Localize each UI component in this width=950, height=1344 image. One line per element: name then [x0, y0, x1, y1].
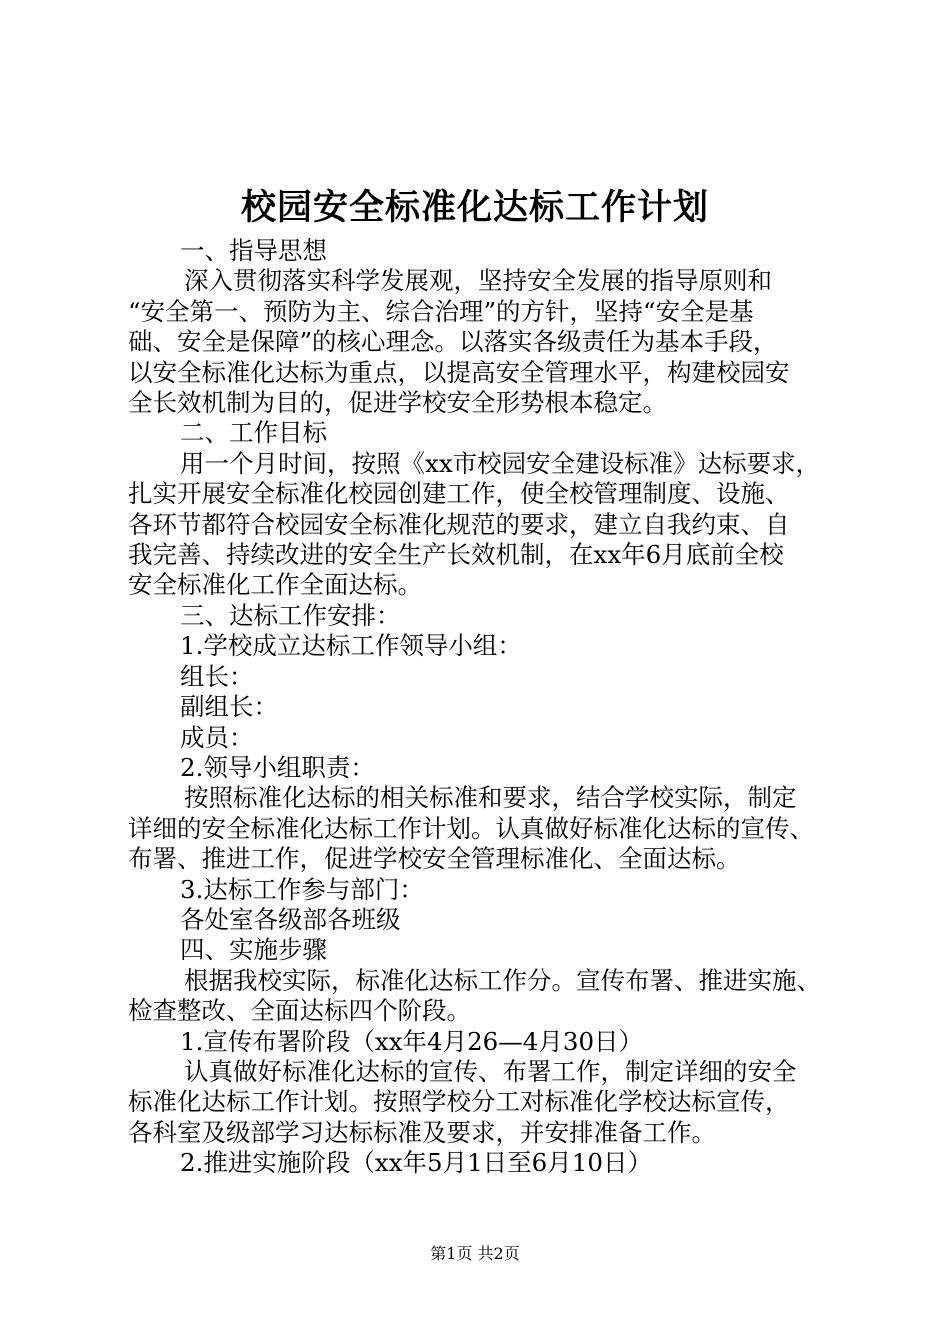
text-line: 布署、推进工作，促进学校安全管理标准化、全面达标。	[128, 844, 741, 874]
text-line: 础、安全是保障”的核心理念。以落实各级责任为基本手段，	[128, 327, 778, 357]
text-line: 组长：	[180, 661, 254, 691]
text-line: 三、达标工作安排：	[180, 600, 401, 630]
text-line: 一、指导思想	[180, 236, 327, 265]
text-line: 各处室各级部各班级	[180, 904, 401, 934]
document-body	[128, 236, 848, 1179]
text-line: 二、工作目标	[180, 418, 327, 448]
page-title: 校园安全标准化达标工作计划	[240, 187, 709, 228]
text-line: 四、实施步骤	[180, 935, 327, 965]
text-line: 标准化达标工作计划。按照学校分工对标准化学校达标宣传，	[128, 1087, 790, 1117]
text-line: 按照标准化达标的相关标准和要求，结合学校实际，制定	[184, 783, 797, 813]
text-line: 深入贯彻落实科学发展观，坚持安全发展的指导原则和	[184, 266, 772, 296]
text-line: 以安全标准化达标为重点，以提高安全管理水平，构建校园安	[128, 357, 790, 387]
text-line: “安全第一、预防为主、综合治理”的方针，坚持“安全是基	[128, 296, 754, 326]
text-line: 副组长：	[180, 692, 278, 722]
text-line: 3.达标工作参与部门：	[180, 874, 424, 904]
text-line: 各环节都符合校园安全标准化规范的要求，建立自我约束、自	[128, 509, 790, 539]
text-line: 检查整改、全面达标四个阶段。	[128, 996, 471, 1026]
text-line: 成员：	[180, 722, 254, 752]
text-line: 1.学校成立达标工作领导小组：	[180, 631, 522, 661]
text-line: 用一个月时间，按照《xx市校园安全建设标准》达标要求，	[180, 448, 821, 478]
text-line: 根据我校实际，标准化达标工作分。宣传布署、推进实施、	[184, 965, 821, 995]
page-footer: 第1页 共2页	[430, 1244, 520, 1263]
text-line: 安全标准化工作全面达标。	[128, 570, 422, 600]
text-line: 各科室及级部学习达标标准及要求，并安排准备工作。	[128, 1117, 716, 1147]
text-line: 1.宣传布署阶段（xx年4月26—4月30日）	[180, 1026, 644, 1056]
text-line: 全长效机制为目的，促进学校安全形势根本稳定。	[128, 388, 667, 418]
text-line: 详细的安全标准化达标工作计划。认真做好标准化达标的宣传、	[128, 813, 814, 843]
text-line: 我完善、持续改进的安全生产长效机制，在xx年6月底前全校	[128, 540, 784, 570]
text-line: 2.领导小组职责：	[180, 752, 375, 782]
text-line: 扎实开展安全标准化校园创建工作，使全校管理制度、设施、	[128, 479, 790, 509]
text-line: 2.推进实施阶段（xx年5月1日至6月10日）	[180, 1148, 652, 1178]
text-line: 认真做好标准化达标的宣传、布署工作，制定详细的安全	[184, 1056, 797, 1086]
